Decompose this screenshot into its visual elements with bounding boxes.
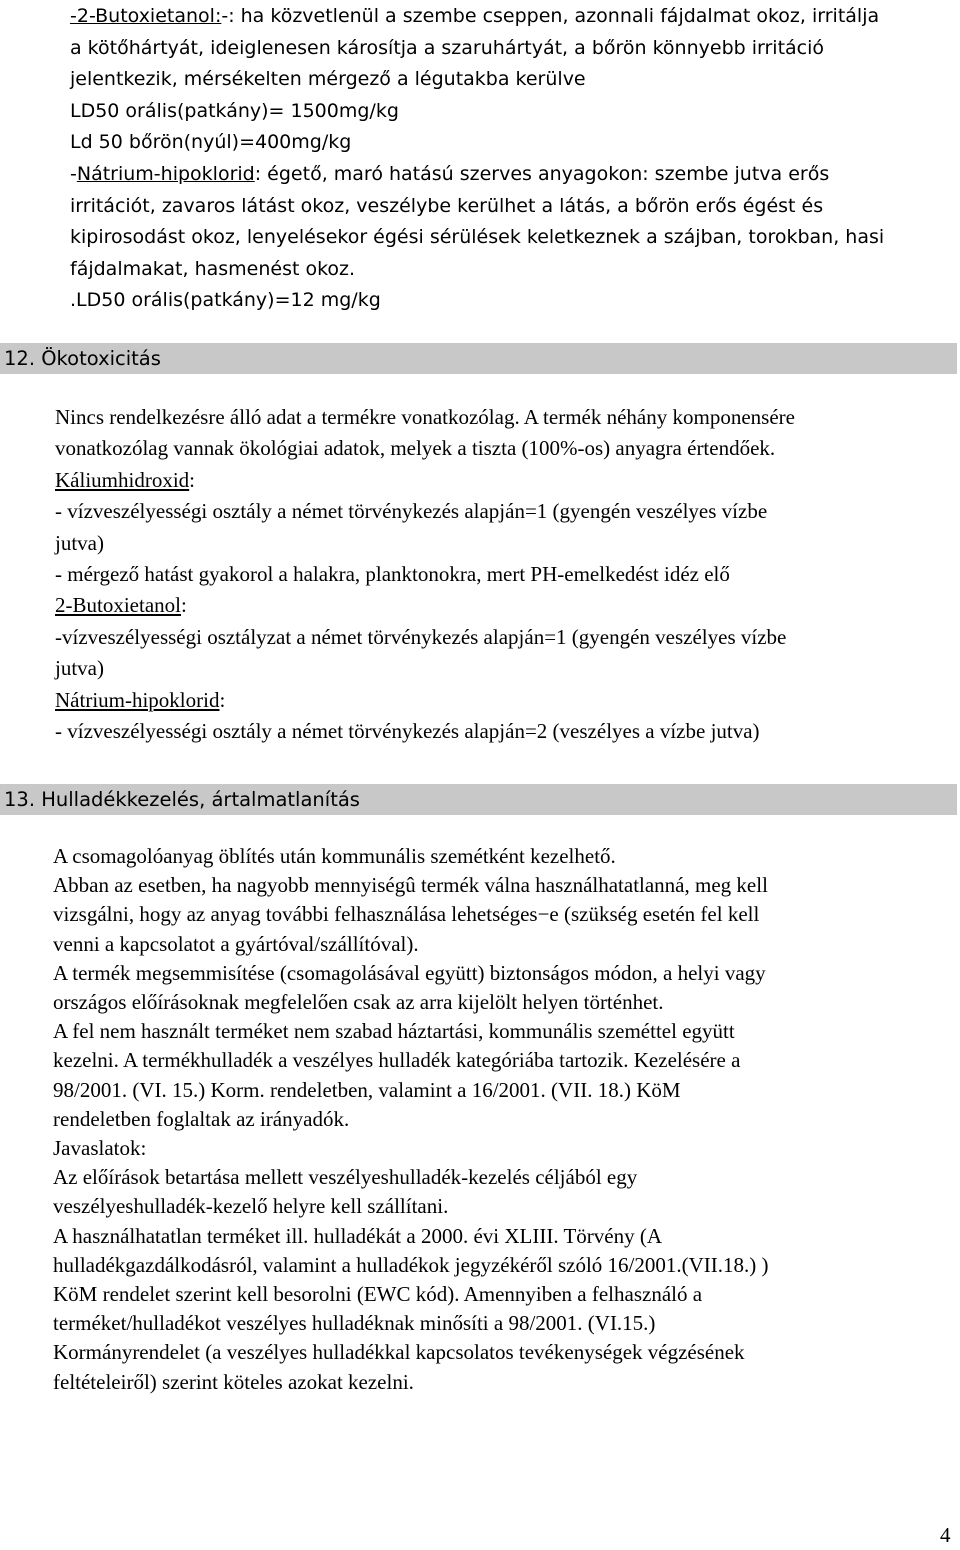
text-line: rendeletben foglaltak az irányadók.	[53, 1106, 350, 1131]
section-12-body	[55, 402, 795, 747]
text-line: -Nátrium-hipoklorid: égető, maró hatású szerves anyagokon: szembe jutva erős	[70, 162, 830, 185]
text-line: .LD50 orális(patkány)=12 mg/kg	[70, 289, 381, 312]
text-line: vonatkozólag vannak ökológiai adatok, melyek a tiszta (100%-os) anyagra értendőek.	[55, 436, 776, 461]
subheading-line: Nátrium-hipoklorid:	[55, 687, 226, 712]
text-line: LD50 orális(patkány)= 1500mg/kg	[70, 99, 399, 122]
text-line: Ld 50 bőrön(nyúl)=400mg/kg	[70, 131, 352, 154]
text-line: feltételeiről) szerint köteles azokat kezelni.	[53, 1369, 414, 1394]
text-line: venni a kapcsolatot a gyártóval/szállítóval).	[53, 931, 419, 956]
subheading-line: Káliumhidroxid:	[55, 467, 195, 492]
section-12-heading-bar	[0, 343, 957, 374]
text-line: irritációt, zavaros látást okoz, veszélybe kerülhet a látás, a bőrön erős égést és	[70, 194, 824, 217]
text-line: országos előírásoknak megfelelően csak az arra kijelölt helyen történhet.	[53, 990, 664, 1015]
text-line: A fel nem használt terméket nem szabad háztartási, kommunális szeméttel együtt	[53, 1019, 735, 1044]
text-line: a kötőhártyát, ideiglenesen károsítja a szaruhártyát, a bőrön könnyebb irritáció	[70, 36, 825, 59]
text-line: Nincs rendelkezésre álló adat a termékre vonatkozólag. A termék néhány komponensére	[55, 405, 795, 429]
text-line: jutva)	[55, 530, 104, 555]
text-line: vizsgálni, hogy az anyag további felhasználása lehetséges−e (szükség esetén fel kell	[53, 902, 760, 927]
text-line: -vízveszélyességi osztályzat a német törvénykezés alapján=1 (gyengén veszélyes vízbe	[55, 624, 787, 649]
section-12-heading: 12. Ökotoxicitás	[4, 347, 161, 370]
text-line: Abban az esetben, ha nagyobb mennyiségû termék válna használhatatlanná, meg kell	[53, 873, 768, 898]
section-13-body	[53, 842, 769, 1397]
text-line: hulladékgazdálkodásról, valamint a hulladékok jegyzékéről szóló 16/2001.(VII.18.) )	[53, 1252, 769, 1277]
text-line: 98/2001. (VI. 15.) Korm. rendeletben, valamint a 16/2001. (VII. 18.) KöM	[53, 1077, 681, 1102]
text-line: kezelni. A termékhulladék a veszélyes hulladék kategóriába tartozik. Kezelésére a	[53, 1048, 741, 1073]
text-line: KöM rendelet szerint kell besorolni (EWC kód). Amennyiben a felhasználó a	[53, 1282, 703, 1307]
text-line: jutva)	[55, 656, 104, 681]
page-number: 4	[940, 1523, 951, 1547]
text-line: A használhatatlan terméket ill. hulladékát a 2000. évi XLIII. Törvény (A	[53, 1223, 662, 1248]
text-line: A termék megsemmisítése (csomagolásával együtt) biztonságos módon, a helyi vagy	[53, 960, 766, 985]
text-line: kipirosodást okoz, lenyelésekor égési sérülések keletkeznek a szájban, torokban, hasi	[70, 226, 885, 249]
text-line: veszélyeshulladék-kezelő helyre kell szállítani.	[53, 1194, 449, 1219]
text-line: terméket/hulladékot veszélyes hulladéknak minősíti a 98/2001. (VI.15.)	[53, 1311, 656, 1336]
text-line: Az előírások betartása mellett veszélyeshulladék-kezelés céljából egy	[53, 1165, 638, 1190]
text-line: - mérgező hatást gyakorol a halakra, planktonokra, mert PH-emelkedést idéz elő	[55, 562, 730, 587]
text-line: -2-Butoxietanol:-: ha közvetlenül a szembe cseppen, azonnali fájdalmat okoz, irritálja	[70, 5, 880, 27]
text-line: fájdalmakat, hasmenést okoz.	[70, 257, 356, 280]
text-line: A csomagolóanyag öblítés után kommunális szemétként kezelhető.	[53, 844, 616, 868]
text-line: Kormányrendelet (a veszélyes hulladékkal kapcsolatos tevékenységek végzésének	[53, 1340, 745, 1365]
text-line: Javaslatok:	[53, 1136, 147, 1161]
subheading-line: 2-Butoxietanol:	[55, 593, 187, 618]
text-line: - vízveszélyességi osztály a német törvénykezés alapján=1 (gyengén veszélyes vízbe	[55, 499, 768, 524]
section-11-continuation	[70, 1, 884, 317]
text-line: jelentkezik, mérsékelten mérgező a légutakba kerülve	[70, 68, 586, 91]
section-13-heading: 13. Hulladékkezelés, ártalmatlanítás	[4, 788, 360, 811]
text-line: - vízveszélyességi osztály a német törvénykezés alapján=2 (veszélyes a vízbe jutva)	[55, 719, 760, 744]
section-13-heading-bar	[0, 784, 957, 815]
